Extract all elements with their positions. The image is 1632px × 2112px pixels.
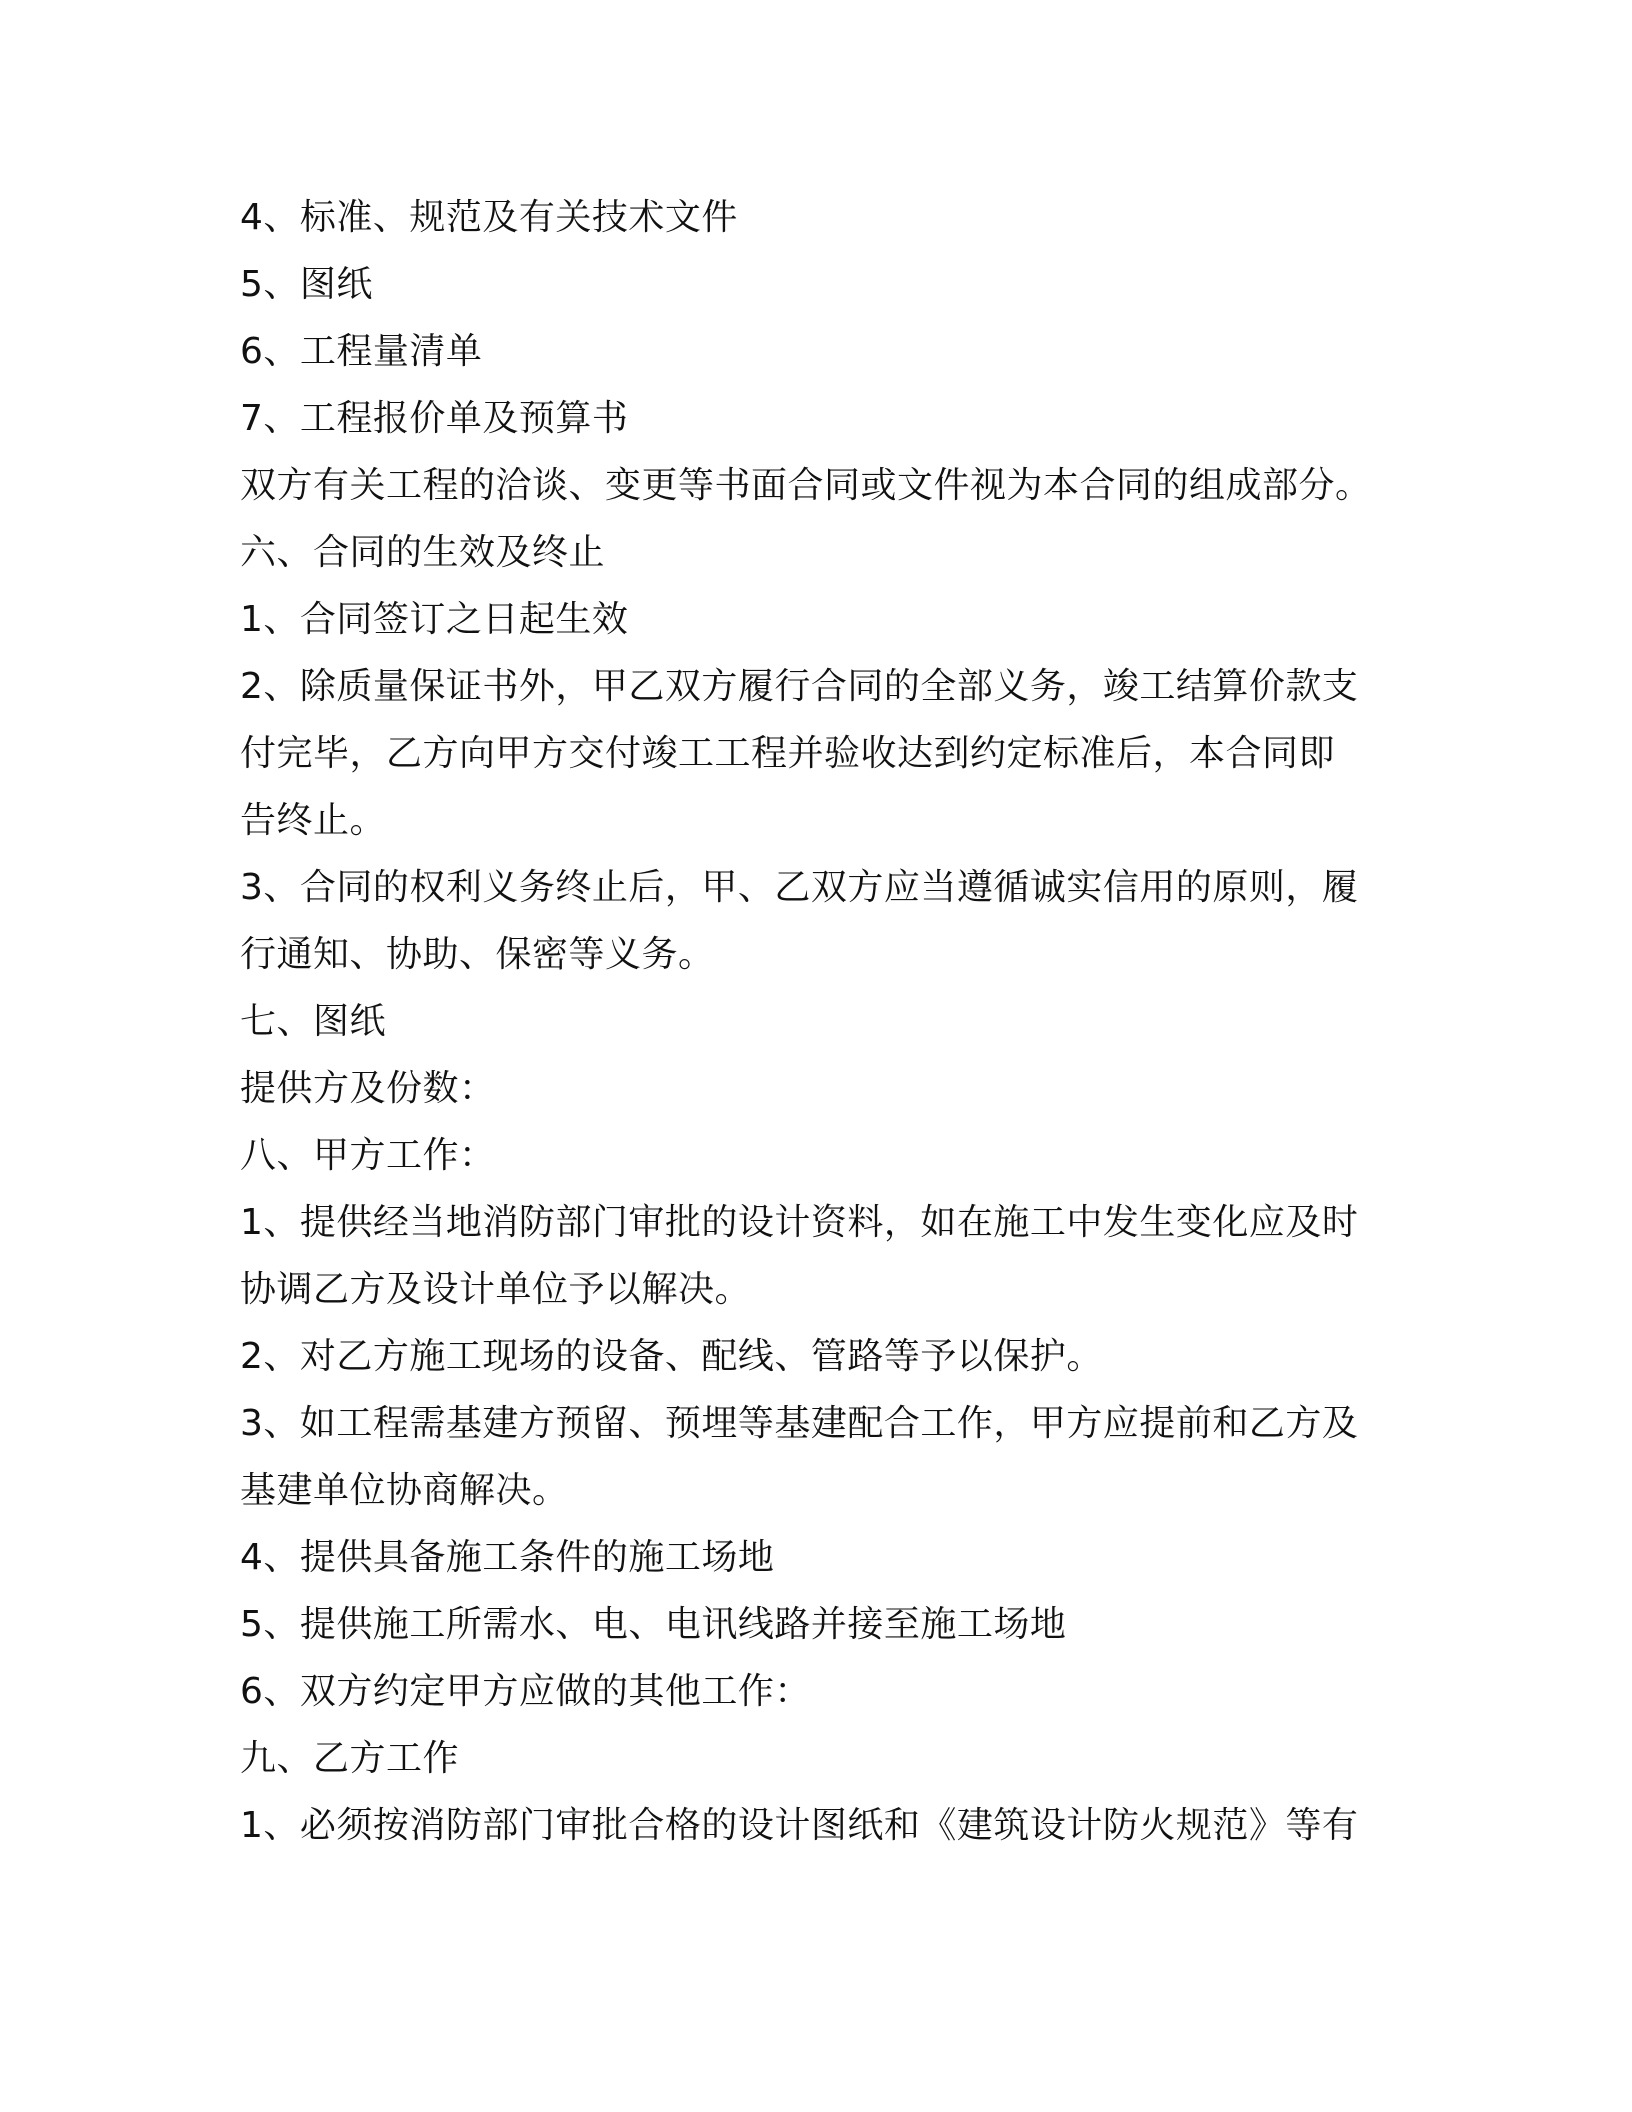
text-line: 4、提供具备施工条件的施工场地 — [240, 1537, 775, 1578]
section-heading: 七、图纸 — [240, 1001, 387, 1042]
section-heading: 六、合同的生效及终止 — [240, 532, 606, 573]
text-line: 基建单位协商解决。 — [240, 1470, 569, 1511]
text-line: 付完毕，乙方向甲方交付竣工工程并验收达到约定标准后，本合同即 — [240, 733, 1336, 774]
text-line: 4、标准、规范及有关技术文件 — [240, 197, 738, 238]
text-line: 告终止。 — [240, 800, 387, 841]
text-line: 双方有关工程的洽谈、变更等书面合同或文件视为本合同的组成部分。 — [240, 465, 1372, 506]
text-line: 2、对乙方施工现场的设备、配线、管路等予以保护。 — [240, 1336, 1103, 1377]
text-line: 1、提供经当地消防部门审批的设计资料，如在施工中发生变化应及时 — [240, 1202, 1359, 1243]
text-line: 行通知、协助、保密等义务。 — [240, 934, 715, 975]
text-line: 3、如工程需基建方预留、预埋等基建配合工作，甲方应提前和乙方及 — [240, 1403, 1359, 1444]
text-line: 协调乙方及设计单位予以解决。 — [240, 1269, 752, 1310]
text-line: 2、除质量保证书外，甲乙双方履行合同的全部义务，竣工结算价款支 — [240, 666, 1359, 707]
text-line: 提供方及份数： — [240, 1068, 496, 1109]
text-line: 7、工程报价单及预算书 — [240, 398, 629, 439]
section-heading: 八、甲方工作： — [240, 1135, 496, 1176]
text-line: 5、图纸 — [240, 264, 373, 305]
text-line: 1、必须按消防部门审批合格的设计图纸和《建筑设计防火规范》等有 — [240, 1805, 1359, 1846]
text-line: 5、提供施工所需水、电、电讯线路并接至施工场地 — [240, 1604, 1067, 1645]
text-line: 6、工程量清单 — [240, 331, 483, 372]
text-line: 1、合同签订之日起生效 — [240, 599, 629, 640]
document-body — [240, 184, 1380, 1859]
text-line: 3、合同的权利义务终止后，甲、乙双方应当遵循诚实信用的原则，履 — [240, 867, 1359, 908]
text-line: 6、双方约定甲方应做的其他工作： — [240, 1671, 811, 1712]
section-heading: 九、乙方工作 — [240, 1738, 460, 1779]
